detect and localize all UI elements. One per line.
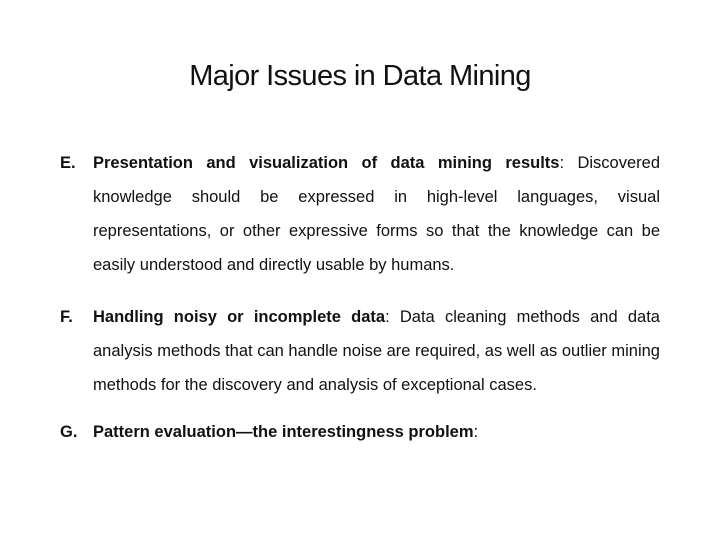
slide-title: Major Issues in Data Mining [189,60,531,92]
item-heading: Presentation and visualization of data mining results [93,154,560,172]
list-item-f [60,300,660,402]
list-item-g [60,415,660,449]
item-text: : Discovered knowledge should be expressed in high-level languages, visual representations, or other expressive forms so that the knowledge can be easily understood and directly usable by humans. [93,154,660,274]
item-letter: E. [60,154,76,172]
item-letter: F. [60,308,73,326]
item-text: : Data cleaning methods and data analysis methods that can handle noise are required, as well as outlier mining methods for the discovery and analysis of exceptional cases. [93,308,660,394]
item-body [93,146,660,282]
item-letter: G. [60,423,78,441]
item-text: : [473,423,479,441]
list-item-e [60,146,660,282]
item-heading: Pattern evaluation—the interestingness problem [93,423,474,441]
item-body [93,300,660,402]
item-heading: Handling noisy or incomplete data [93,308,386,326]
item-body [93,415,660,449]
